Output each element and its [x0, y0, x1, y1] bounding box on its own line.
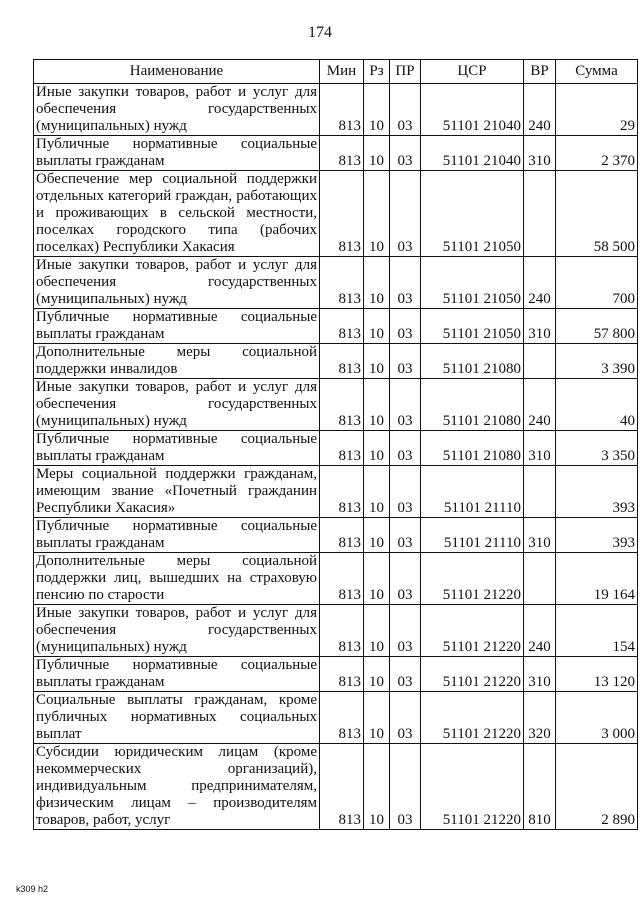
- cell-min: 813: [320, 431, 364, 466]
- table-row: [34, 466, 638, 518]
- cell-name: Иные закупки товаров, работ и услуг для обеспечения государственных (муниципальных) нужд: [34, 257, 320, 309]
- cell-name: Публичные нормативные социальные выплаты гражданам: [34, 518, 320, 553]
- cell-rz: 10: [364, 466, 390, 518]
- cell-min: 813: [320, 518, 364, 553]
- cell-pr: 03: [390, 171, 421, 257]
- cell-pr: 03: [390, 379, 421, 431]
- table-row: [34, 171, 638, 257]
- cell-rz: 10: [364, 657, 390, 692]
- table-row: [34, 257, 638, 309]
- cell-rz: 10: [364, 84, 390, 136]
- cell-name: Иные закупки товаров, работ и услуг для обеспечения государственных (муниципальных) нужд: [34, 605, 320, 657]
- cell-name: Меры социальной поддержки гражданам, имеющим звание «Почетный гражданин Республики Хакасия»: [34, 466, 320, 518]
- cell-min: 813: [320, 744, 364, 830]
- cell-csr: 51101 21220: [421, 605, 524, 657]
- cell-name: Социальные выплаты гражданам, кроме публичных нормативных социальных выплат: [34, 692, 320, 744]
- cell-sum: 19 164: [556, 553, 638, 605]
- cell-sum: 2 890: [556, 744, 638, 830]
- cell-vr: 240: [524, 84, 556, 136]
- cell-rz: 10: [364, 553, 390, 605]
- cell-vr: [524, 171, 556, 257]
- header-pr: ПР: [390, 60, 421, 84]
- cell-sum: 3 390: [556, 344, 638, 379]
- cell-name: Дополнительные меры социальной поддержки лиц, вышедших на страховую пенсию по старости: [34, 553, 320, 605]
- table-row: [34, 344, 638, 379]
- cell-csr: 51101 21040: [421, 84, 524, 136]
- table-row: [34, 309, 638, 344]
- cell-sum: 57 800: [556, 309, 638, 344]
- cell-pr: 03: [390, 309, 421, 344]
- table-row: [34, 692, 638, 744]
- cell-min: 813: [320, 171, 364, 257]
- table-row: [34, 136, 638, 171]
- cell-sum: 29: [556, 84, 638, 136]
- header-min: Мин: [320, 60, 364, 84]
- page-number: 174: [308, 24, 332, 41]
- cell-vr: 310: [524, 431, 556, 466]
- cell-csr: 51101 21110: [421, 466, 524, 518]
- cell-min: 813: [320, 692, 364, 744]
- cell-name: Обеспечение мер социальной поддержки отдельных категорий граждан, работающих и проживающих в сельской местности, поселках городского типа (рабочих поселках) Республики Хакасия: [34, 171, 320, 257]
- table-row: [34, 84, 638, 136]
- cell-vr: 310: [524, 518, 556, 553]
- cell-vr: 310: [524, 136, 556, 171]
- cell-vr: 310: [524, 657, 556, 692]
- cell-csr: 51101 21080: [421, 344, 524, 379]
- cell-name: Публичные нормативные социальные выплаты гражданам: [34, 136, 320, 171]
- header-sum: Сумма: [556, 60, 638, 84]
- cell-vr: 810: [524, 744, 556, 830]
- cell-pr: 03: [390, 553, 421, 605]
- cell-vr: [524, 344, 556, 379]
- cell-pr: 03: [390, 136, 421, 171]
- budget-table: [33, 59, 638, 830]
- cell-sum: 393: [556, 466, 638, 518]
- cell-rz: 10: [364, 309, 390, 344]
- cell-sum: 154: [556, 605, 638, 657]
- cell-csr: 51101 21050: [421, 171, 524, 257]
- table-row: [34, 605, 638, 657]
- cell-rz: 10: [364, 344, 390, 379]
- cell-min: 813: [320, 379, 364, 431]
- cell-min: 813: [320, 344, 364, 379]
- cell-min: 813: [320, 257, 364, 309]
- cell-csr: 51101 21040: [421, 136, 524, 171]
- table-row: [34, 657, 638, 692]
- cell-min: 813: [320, 309, 364, 344]
- table-row: [34, 518, 638, 553]
- cell-pr: 03: [390, 518, 421, 553]
- cell-pr: 03: [390, 657, 421, 692]
- table-row: [34, 379, 638, 431]
- header-vr: ВР: [524, 60, 556, 84]
- cell-name: Дополнительные меры социальной поддержки инвалидов: [34, 344, 320, 379]
- cell-rz: 10: [364, 431, 390, 466]
- cell-min: 813: [320, 84, 364, 136]
- cell-sum: 700: [556, 257, 638, 309]
- cell-vr: 240: [524, 379, 556, 431]
- cell-sum: 2 370: [556, 136, 638, 171]
- cell-csr: 51101 21220: [421, 553, 524, 605]
- cell-sum: 13 120: [556, 657, 638, 692]
- footer-code: k309 h2: [16, 884, 49, 894]
- cell-name: Публичные нормативные социальные выплаты гражданам: [34, 309, 320, 344]
- cell-rz: 10: [364, 136, 390, 171]
- cell-csr: 51101 21110: [421, 518, 524, 553]
- header-name: Наименование: [34, 60, 320, 84]
- cell-rz: 10: [364, 257, 390, 309]
- cell-pr: 03: [390, 744, 421, 830]
- cell-pr: 03: [390, 605, 421, 657]
- cell-sum: 58 500: [556, 171, 638, 257]
- cell-vr: [524, 466, 556, 518]
- table-header-row: [34, 60, 638, 84]
- cell-name: Публичные нормативные социальные выплаты гражданам: [34, 657, 320, 692]
- cell-rz: 10: [364, 518, 390, 553]
- cell-rz: 10: [364, 744, 390, 830]
- cell-csr: 51101 21050: [421, 309, 524, 344]
- cell-name: Публичные нормативные социальные выплаты гражданам: [34, 431, 320, 466]
- cell-pr: 03: [390, 257, 421, 309]
- cell-sum: 3 000: [556, 692, 638, 744]
- table-row: [34, 553, 638, 605]
- cell-min: 813: [320, 136, 364, 171]
- cell-sum: 40: [556, 379, 638, 431]
- cell-min: 813: [320, 466, 364, 518]
- table-row: [34, 744, 638, 830]
- cell-min: 813: [320, 605, 364, 657]
- cell-sum: 393: [556, 518, 638, 553]
- cell-rz: 10: [364, 171, 390, 257]
- cell-name: Иные закупки товаров, работ и услуг для обеспечения государственных (муниципальных) нужд: [34, 84, 320, 136]
- header-csr: ЦСР: [421, 60, 524, 84]
- cell-vr: 310: [524, 309, 556, 344]
- cell-csr: 51101 21220: [421, 744, 524, 830]
- cell-sum: 3 350: [556, 431, 638, 466]
- cell-name: Субсидии юридическим лицам (кроме некоммерческих организаций), индивидуальным предпринимателям, физическим лицам – производителям товаров, работ, услуг: [34, 744, 320, 830]
- cell-vr: [524, 553, 556, 605]
- cell-vr: 240: [524, 257, 556, 309]
- cell-vr: 320: [524, 692, 556, 744]
- cell-pr: 03: [390, 466, 421, 518]
- cell-csr: 51101 21220: [421, 692, 524, 744]
- cell-csr: 51101 21080: [421, 379, 524, 431]
- cell-csr: 51101 21220: [421, 657, 524, 692]
- cell-vr: 240: [524, 605, 556, 657]
- cell-min: 813: [320, 657, 364, 692]
- cell-csr: 51101 21050: [421, 257, 524, 309]
- header-rz: Рз: [364, 60, 390, 84]
- cell-pr: 03: [390, 84, 421, 136]
- cell-pr: 03: [390, 344, 421, 379]
- cell-pr: 03: [390, 692, 421, 744]
- table-row: [34, 431, 638, 466]
- cell-min: 813: [320, 553, 364, 605]
- cell-pr: 03: [390, 431, 421, 466]
- cell-rz: 10: [364, 379, 390, 431]
- cell-rz: 10: [364, 692, 390, 744]
- cell-csr: 51101 21080: [421, 431, 524, 466]
- cell-rz: 10: [364, 605, 390, 657]
- cell-name: Иные закупки товаров, работ и услуг для обеспечения государственных (муниципальных) нужд: [34, 379, 320, 431]
